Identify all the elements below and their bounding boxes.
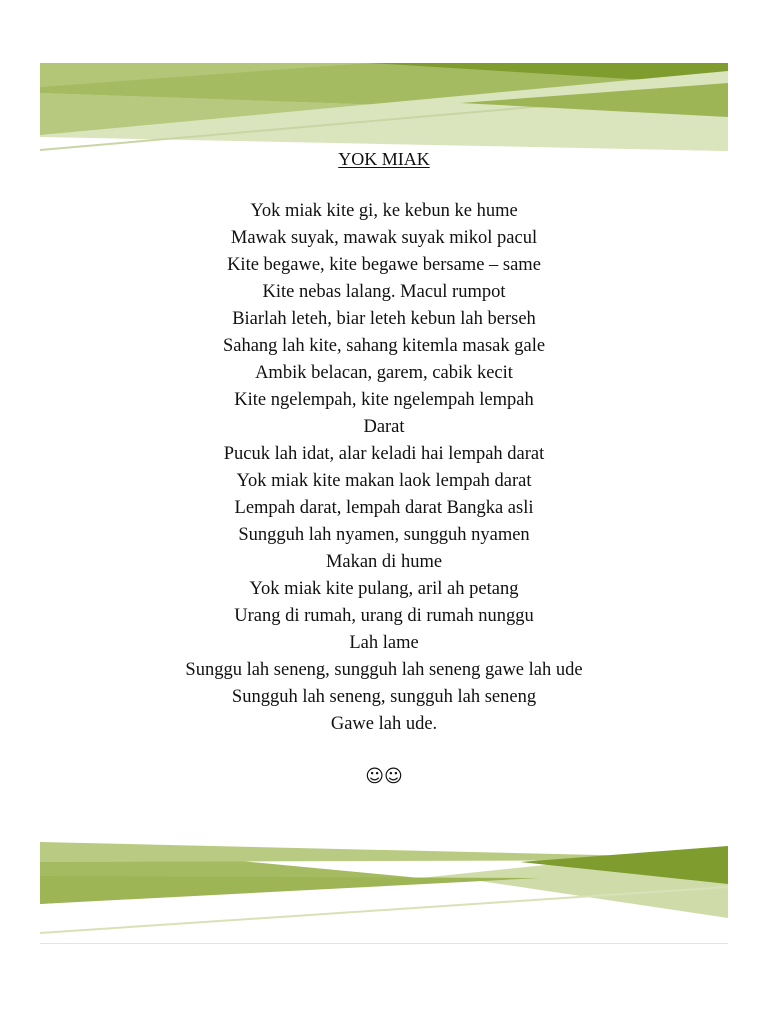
poem-line: Gawe lah ude. [330,714,438,734]
poem-line: Yok miak kite gi, ke kebun ke hume [250,201,518,221]
footer-banner-graphic [40,832,728,944]
poem-line: Sunggu lah seneng, sungguh lah seneng gawe lah ude [185,660,583,680]
poem-line: Biarlah leteh, biar leteh kebun lah berseh [232,309,536,329]
poem-line: Sungguh lah seneng, sungguh lah seneng [231,687,537,707]
poem-line: Sungguh lah nyamen, sungguh nyamen [238,525,530,545]
poem-line: Kite begawe, kite begawe bersame – same [227,255,541,275]
poem-line: Yok miak kite pulang, aril ah petang [249,579,519,599]
poem-line: Ambik belacan, garem, cabik kecit [255,363,513,383]
poem-container [0,146,768,790]
poem-line: Lah lame [349,633,419,653]
poem-line: Lempah darat, lempah darat Bangka asli [234,498,534,518]
smiley-icons: ☺☺ [365,766,403,787]
poem-line: Darat [363,417,405,437]
poem-line: Kite nebas lalang. Macul rumpot [262,282,506,302]
poem-line: Urang di rumah, urang di rumah nunggu [234,606,534,626]
footer-banner-shapes [40,832,728,944]
poem-line: Mawak suyak, mawak suyak mikol pacul [230,228,538,248]
poem-line: Pucuk lah idat, alar keladi hai lempah darat [223,444,545,464]
poem-line: Yok miak kite makan laok lempah darat [236,471,532,491]
poem-title: YOK MIAK [338,149,430,169]
poem-line: Makan di hume [325,552,443,572]
poem-line: Kite ngelempah, kite ngelempah lempah [234,390,534,410]
poem-line: Sahang lah kite, sahang kitemla masak gale [222,336,546,356]
